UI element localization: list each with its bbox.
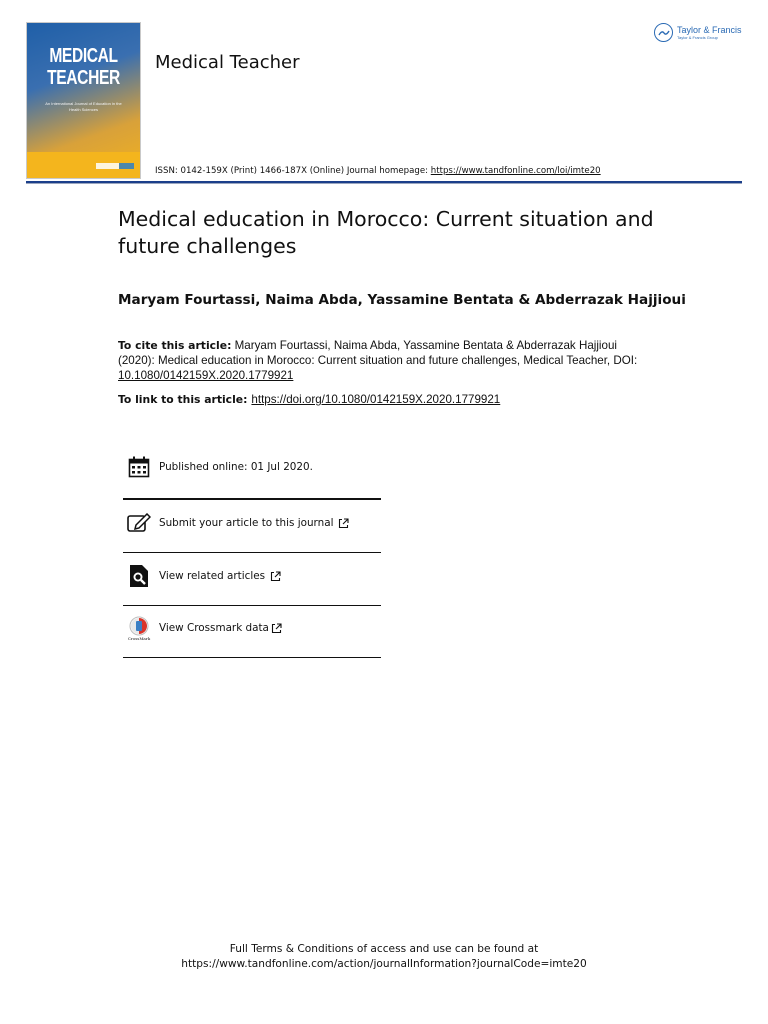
cover-title: MEDICAL TEACHER <box>47 45 120 89</box>
publisher-logo[interactable] <box>654 23 742 42</box>
edit-icon <box>125 509 153 537</box>
external-link-icon <box>271 623 282 634</box>
published-online-text: Published online: 01 Jul 2020. <box>159 461 313 473</box>
article-link-label: To link to this article: <box>118 393 248 406</box>
terms-footer <box>0 942 768 972</box>
article-title: Medical education in Morocco: Current situation and future challenges <box>118 207 654 258</box>
crossmark-row[interactable] <box>123 602 381 654</box>
crossmark-icon <box>125 614 153 642</box>
journal-name: Medical Teacher <box>155 52 300 73</box>
issn-line: ISSN: 0142-159X (Print) 1466-187X (Online) Journal homepage: https://www.tandfonline.com/loi/imte20 <box>155 166 601 176</box>
calendar-icon <box>125 453 153 481</box>
article-authors: Maryam Fourtassi, Naima Abda, Yassamine Bentata & Abderrazak Hajjioui <box>118 292 686 308</box>
publisher-group: Taylor & Francis Group <box>677 35 718 40</box>
related-articles-row[interactable] <box>123 550 381 602</box>
citation-text: Maryam Fourtassi, Naima Abda, Yassamine Bentata & Abderrazak Hajjioui (2020): Medical education in Morocco: Current situation and future challenges, Medical Teacher, DOI: <box>118 339 638 367</box>
citation-block <box>118 338 648 383</box>
article-doi-url-link[interactable]: https://doi.org/10.1080/0142159X.2020.1779921 <box>251 393 501 406</box>
terms-line: Full Terms & Conditions of access and use can be found at <box>229 943 539 955</box>
published-online-row <box>123 441 381 493</box>
header-rule-shadow <box>26 183 742 184</box>
journal-homepage-link[interactable]: https://www.tandfonline.com/loi/imte20 <box>430 166 601 176</box>
article-link-block <box>118 393 500 406</box>
taylor-francis-icon <box>654 23 673 42</box>
doi-link[interactable]: 10.1080/0142159X.2020.1779921 <box>118 369 294 382</box>
journal-cover <box>26 22 141 179</box>
external-link-icon <box>338 518 349 529</box>
row-divider <box>123 657 381 658</box>
terms-url[interactable]: https://www.tandfonline.com/action/journalInformation?journalCode=imte20 <box>181 958 587 970</box>
cover-publisher-logo-icon <box>96 163 134 169</box>
crossmark-link[interactable]: View Crossmark data <box>159 622 269 634</box>
publisher-name: Taylor & Francis <box>677 25 742 35</box>
submit-article-link[interactable]: Submit your article to this journal <box>159 517 334 529</box>
citation-label: To cite this article: <box>118 339 232 352</box>
cover-subtitle: An International Journal of Education in the Health Sciences <box>45 101 122 112</box>
document-search-icon <box>125 562 153 590</box>
external-link-icon <box>270 571 281 582</box>
crossmark-icon-text: CrossMark <box>127 635 151 641</box>
submit-article-row[interactable] <box>123 497 381 549</box>
related-articles-link[interactable]: View related articles <box>159 570 266 582</box>
